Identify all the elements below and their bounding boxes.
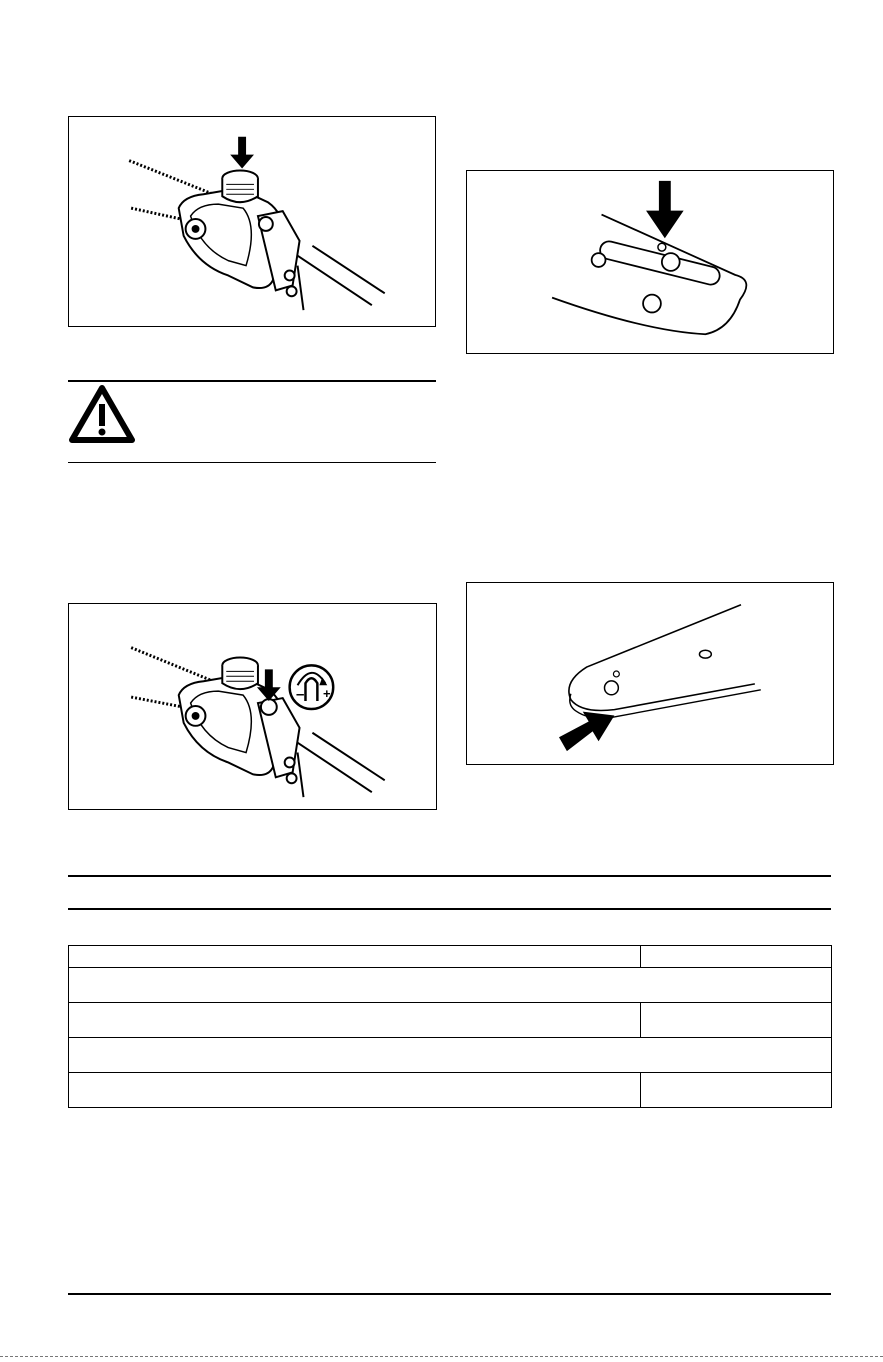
down-arrow-icon [69,117,435,326]
tension-adjust-icon [69,604,436,809]
table-row [69,1073,832,1108]
table-header-cell [641,946,832,968]
table-header-cell [69,946,641,968]
table-span-cell [69,1038,832,1073]
warning-triangle-icon [68,384,136,444]
tension-plus-label: + [323,686,331,701]
section-bottom-rule [68,908,831,910]
figure-guide-bar-nose [466,582,834,765]
table-cell [69,1003,641,1038]
spec-table [68,945,832,1108]
down-arrow-icon [467,171,833,353]
table-cell [69,1073,641,1108]
section-top-rule [68,875,831,877]
figure-chain-tension-screw [68,603,437,810]
table-row [69,946,832,968]
tension-minus-label: – [296,686,305,703]
page-edge-dashes [0,1356,883,1357]
table-row [69,1038,832,1073]
footer-rule [68,1293,831,1295]
table-cell [641,1073,832,1108]
table-row [69,968,832,1003]
diagonal-arrow-icon [467,583,833,764]
figure-saw-head-oil-cap [68,116,436,327]
table-span-cell [69,968,832,1003]
table-cell [641,1003,832,1038]
figure-guide-bar-hole [466,170,834,354]
warning-top-rule [68,380,436,382]
warning-bottom-rule [68,462,436,463]
table-row [69,1003,832,1038]
